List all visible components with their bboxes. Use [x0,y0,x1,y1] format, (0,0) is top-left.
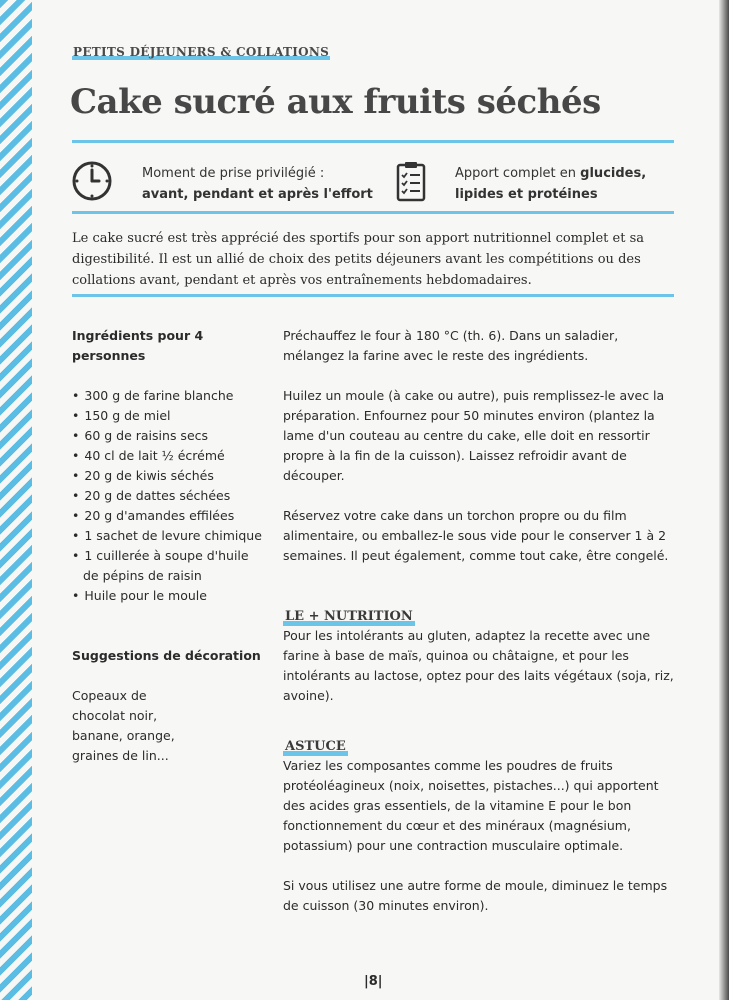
ingredients-list [72,386,262,606]
ingredient-item: • Huile pour le moule [72,586,262,606]
ingredients-column [72,326,262,766]
clock-icon [71,160,113,202]
ingredient-item: • 1 cuillerée à soupe d'huile de pépins de raisin [72,546,253,586]
moment-info [142,163,373,205]
nutrition-box [283,606,683,706]
ingredient-item: • 300 g de farine blanche [72,386,262,406]
ingredient-item: • 40 cl de lait ½ écrémé [72,446,262,466]
nutrition-text: Pour les intolérants au gluten, adaptez la recette avec une farine à base de maïs, quinoa ou châtaigne, et pour les intolérants au lactose, optez pour des laits végétaux (soja, riz, avoine). [283,628,674,703]
nutrition-heading: LE + NUTRITION [285,609,413,624]
ingredient-item: • 150 g de miel [72,406,262,426]
apport-value-2: lipides et protéines [455,187,598,202]
clipboard-checklist-icon [396,160,426,202]
page-number: |8| [364,974,383,989]
divider-bottom [72,294,674,297]
page-edge-shadow [719,0,729,1000]
apport-value-1: glucides, [580,166,647,181]
step-paragraph: Préchauffez le four à 180 °C (th. 6). Dans un saladier, mélangez la farine avec le reste des ingrédients. [283,328,619,363]
decoration-heading: Suggestions de décoration [72,648,261,663]
divider-middle [72,211,674,214]
divider-top [72,140,674,143]
intro-paragraph: Le cake sucré est très apprécié des sportifs pour son apport nutritionnel complet et sa digestibilité. Il est un allié de choix des petits déjeuners avant les compétitions ou des collations avant, pendant et après vos entraînements hebdomadaires. [72,231,645,288]
ingredients-heading: Ingrédients pour 4 personnes [72,328,204,363]
decorative-stripe-border [0,0,32,1000]
moment-label: Moment de prise privilégié : [142,166,325,181]
section-label: PETITS DÉJEUNERS & COLLATIONS [73,45,330,59]
decoration-text: Copeaux de chocolat noir, banane, orange, graines de lin... [72,688,175,763]
ingredient-item: • 1 sachet de levure chimique [72,526,262,546]
ingredient-item: • 20 g de dattes séchées [72,486,262,506]
astuce-text-2: Si vous utilisez une autre forme de moule, diminuez le temps de cuisson (30 minutes environ). [283,878,668,913]
astuce-heading: ASTUCE [285,739,346,754]
ingredient-item: • 60 g de raisins secs [72,426,262,446]
moment-value: avant, pendant et après l'effort [142,187,373,202]
ingredient-item: • 20 g d'amandes effilées [72,506,262,526]
astuce-box [283,736,683,916]
step-paragraph: Réservez votre cake dans un torchon propre ou du film alimentaire, ou emballez-le sous vide pour le conserver 1 à 2 semaines. Il peut également, comme tout cake, être congelé. [283,508,669,563]
apport-info [455,163,646,205]
step-paragraph: Huilez un moule (à cake ou autre), puis remplissez-le avec la préparation. Enfournez pour 50 minutes environ (plantez la lame d'un couteau au centre du cake, elle doit en ressortir propre à la fin de la cuisson). Laissez refroidir avant de découper. [283,388,665,483]
steps-column [283,326,683,936]
astuce-text: Variez les composantes comme les poudres de fruits protéoléagineux (noix, noisettes, pistaches...) qui apportent des acides gras essentiels, de la vitamine E pour le bon fonctionnement du cœur et des minéraux (magnésium, potassium) pour une contraction musculaire optimale. [283,758,659,853]
apport-label: Apport complet en [455,166,577,181]
ingredient-item: • 20 g de kiwis séchés [72,466,262,486]
page-title: Cake sucré aux fruits séchés [70,82,601,122]
